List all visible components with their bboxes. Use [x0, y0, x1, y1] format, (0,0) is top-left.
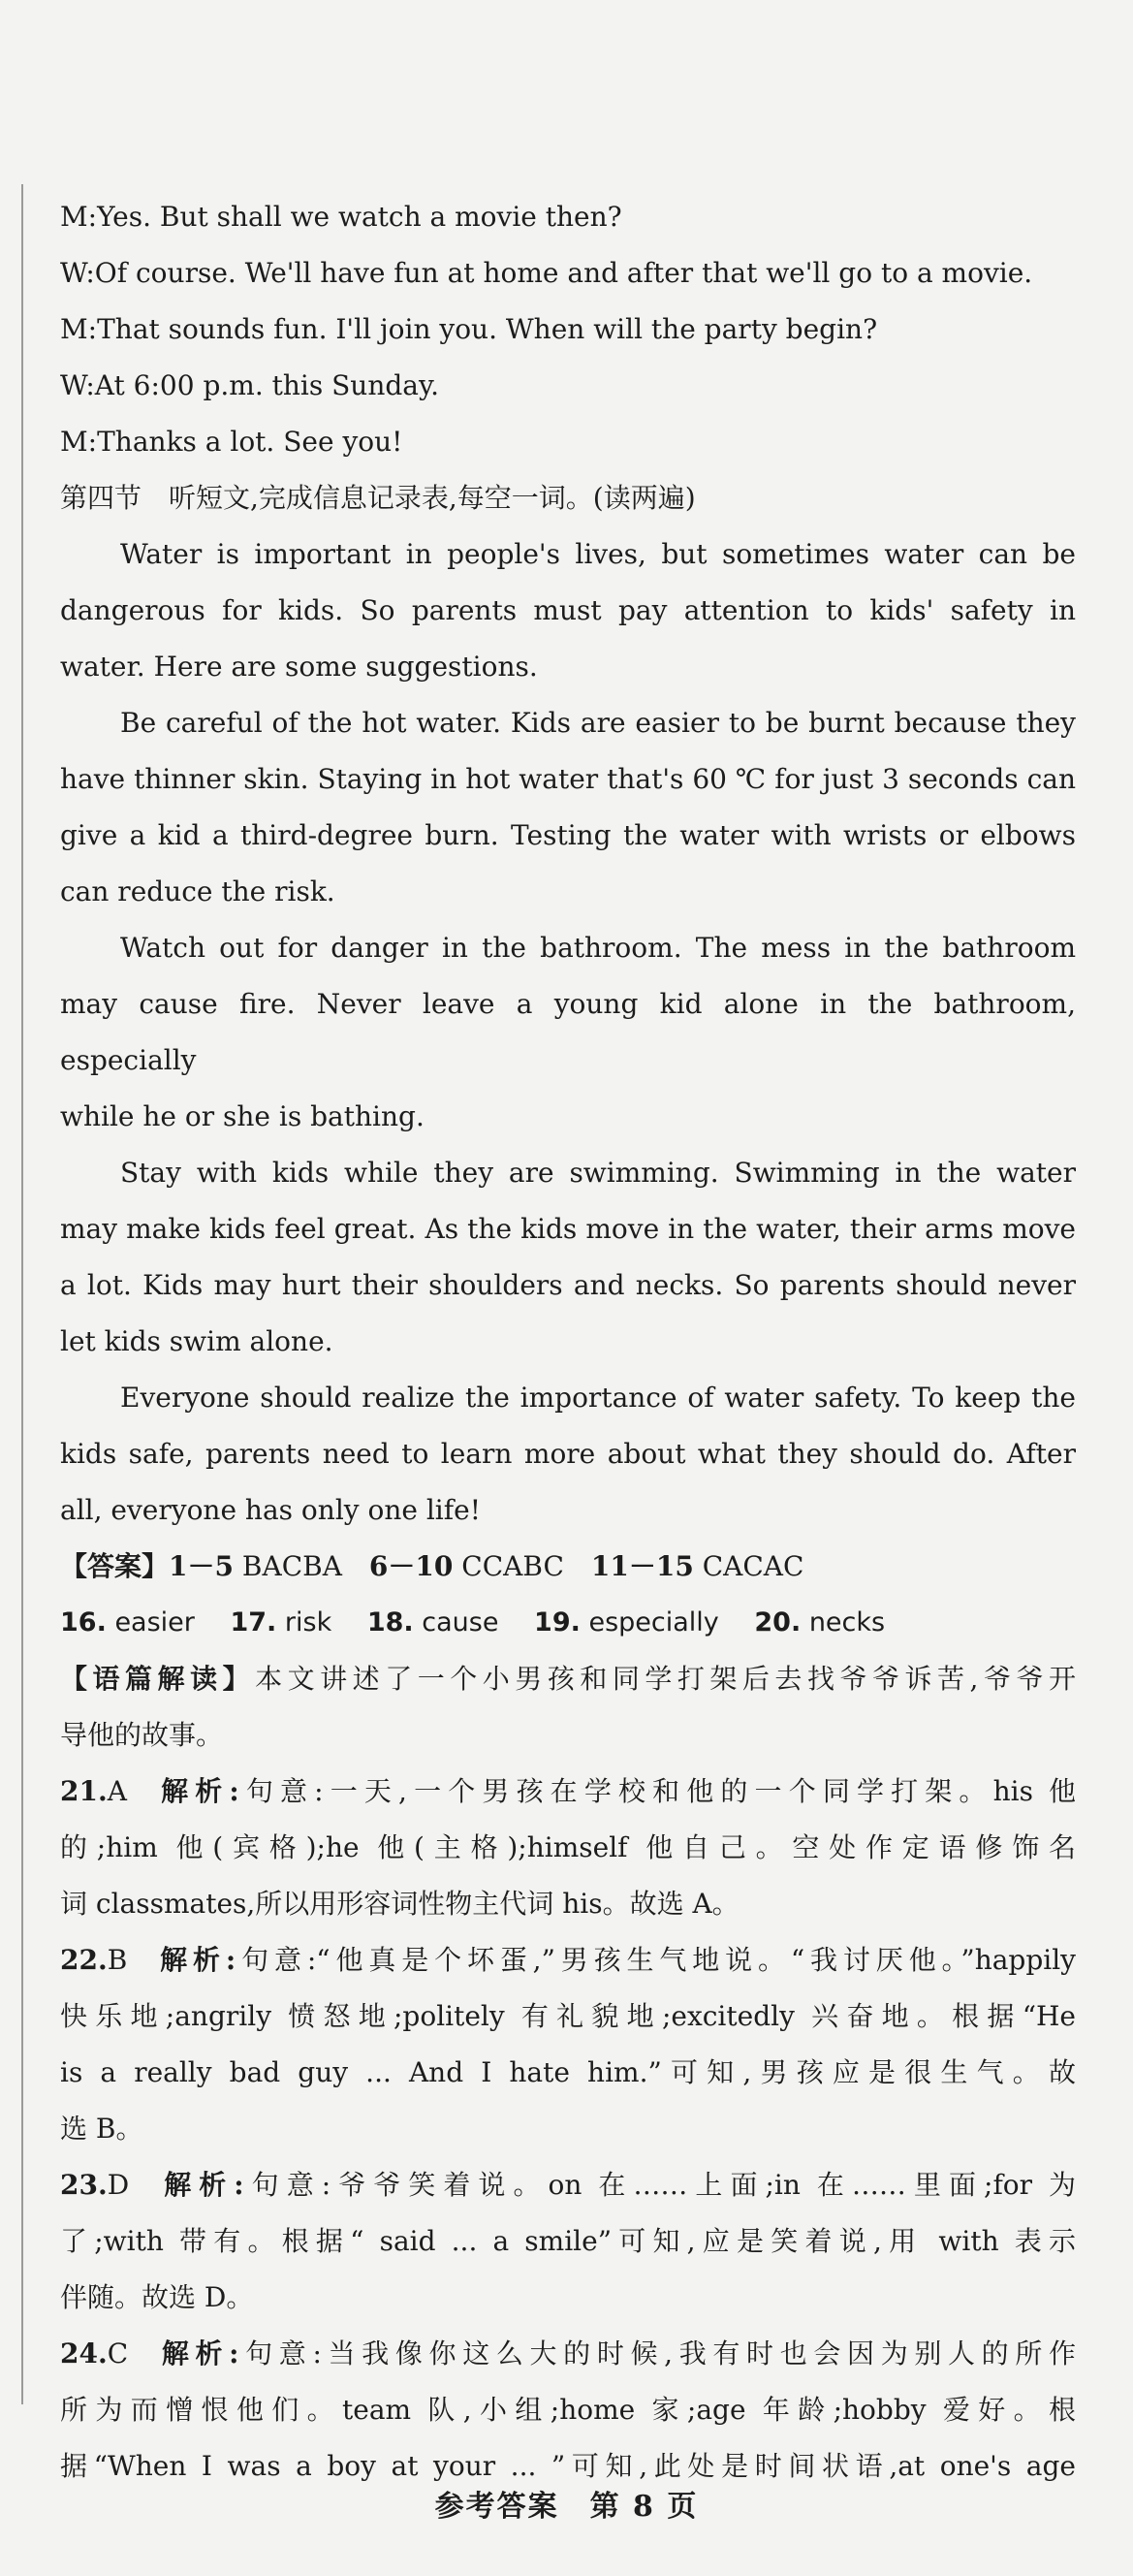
question-answer: D [107, 2169, 130, 2201]
dialogue-line: W:At 6:00 p.m. this Sunday. [60, 369, 439, 401]
passage-line: water. Here are some suggestions. [60, 651, 538, 683]
passage-line: let kids swim alone. [60, 1325, 333, 1357]
question-line: 所为而憎恨他们。team 队,小组;home 家;age 年龄;hobby 爱好。根 [60, 2394, 1076, 2426]
question-line: 伴随。故选 D。 [60, 2281, 254, 2313]
question-number: 23. [60, 2169, 108, 2201]
question-line [60, 2157, 1076, 2213]
question-line [60, 1764, 1076, 1820]
question-number: 22. [60, 1944, 108, 1976]
passage-line: Stay with kids while they are swimming. Swimming in the water [120, 1157, 1076, 1189]
answer-range: 1－5 [169, 1550, 234, 1582]
passage-line: kids safe, parents need to learn more about what they should do. After [60, 1438, 1076, 1470]
fill-word: cause [422, 1607, 499, 1638]
passage-line: can reduce the risk. [60, 875, 335, 907]
analysis-label: 解析: [154, 1944, 236, 1976]
fill-num: 19. [534, 1607, 581, 1638]
analysis-text: 句意:爷爷笑着说。on 在……上面;in 在……里面;for 为 [243, 2169, 1076, 2201]
fill-word: easier [114, 1607, 195, 1638]
fill-word: necks [808, 1607, 886, 1638]
question-answer: C [107, 2337, 129, 2369]
dialogue-line: W:Of course. We'll have fun at home and after that we'll go to a movie. [60, 257, 1033, 289]
fill-num: 16. [60, 1607, 107, 1638]
passage-line: Water is important in people's lives, but sometimes water can be [120, 538, 1076, 570]
answer-label: 【答案】 [60, 1550, 170, 1582]
question-number: 21. [60, 1775, 108, 1807]
fill-num: 18. [366, 1607, 414, 1638]
passage-line: may cause fire. Never leave a young kid alone in the bathroom, especially [60, 988, 1076, 1076]
page-footer: 参考答案 第 8 页 [434, 2490, 699, 2524]
analysis-text: 句意:“他真是个坏蛋,”男孩生气地说。“我讨厌他。”happily [236, 1944, 1076, 1976]
question-line [60, 1932, 1076, 1988]
analysis-label: 解析: [156, 2169, 244, 2201]
fill-num: 17. [230, 1607, 277, 1638]
fill-word: risk [284, 1607, 332, 1638]
reading-note-line: 导他的故事。 [60, 1719, 224, 1751]
analysis-label: 解析: [153, 1775, 239, 1807]
section-heading: 第四节 听短文,完成信息记录表,每空一词。(读两遍) [60, 482, 696, 514]
answer-letters: CCABC [461, 1550, 564, 1582]
passage-line: have thinner skin. Staying in hot water that's 60 ℃ for just 3 seconds can [60, 763, 1076, 795]
analysis-text: 句意:当我像你这么大的时候,我有时也会因为别人的所作 [238, 2337, 1076, 2369]
answer-range: 6－10 [368, 1550, 454, 1582]
fill-answers-row [60, 1595, 1076, 1651]
answer-range: 11－15 [590, 1550, 694, 1582]
question-line: 了;with 带有。根据“ said ... a smile”可知,应是笑着说,用 with 表示 [60, 2225, 1076, 2257]
question-line: 快乐地;angrily 愤怒地;politely 有礼貌地;excitedly 兴奋地。根据“He [60, 2000, 1076, 2032]
question-line: is a really bad guy ... And I hate him.”可知,男孩应是很生气。故 [60, 2056, 1076, 2088]
page-content [60, 189, 1076, 2495]
answer-key-row [60, 1539, 1076, 1595]
answer-letters: BACBA [241, 1550, 342, 1582]
question-answer: B [107, 1944, 128, 1976]
dialogue-line: M:Thanks a lot. See you! [60, 426, 403, 458]
question-line: 词 classmates,所以用形容词性物主代词 his。故选 A。 [60, 1888, 740, 1920]
dialogue-line: M:That sounds fun. I'll join you. When will the party begin? [60, 313, 878, 345]
reading-note-label: 【语篇解读】 [60, 1663, 256, 1695]
passage-line: Watch out for danger in the bathroom. The mess in the bathroom [120, 932, 1076, 964]
passage-line: a lot. Kids may hurt their shoulders and necks. So parents should never [60, 1269, 1076, 1301]
answer-letters: CACAC [702, 1550, 804, 1582]
passage-line: all, everyone has only one life! [60, 1494, 481, 1526]
dialogue-line: M:Yes. But shall we watch a movie then? [60, 201, 622, 233]
question-line: 据“When I was a boy at your ... ”可知,此处是时间状语,at one's age [60, 2450, 1076, 2482]
passage-line: Be careful of the hot water. Kids are easier to be burnt because they [120, 707, 1076, 739]
question-line: 选 B。 [60, 2113, 143, 2145]
passage-line: dangerous for kids. So parents must pay attention to kids' safety in [60, 594, 1076, 626]
left-margin-rule [21, 184, 23, 2404]
question-line [60, 2326, 1076, 2382]
passage-line: may make kids feel great. As the kids move in the water, their arms move [60, 1213, 1076, 1245]
reading-note-line [60, 1651, 1076, 1707]
analysis-label: 解析: [155, 2337, 239, 2369]
fill-word: especially [588, 1607, 719, 1638]
question-number: 24. [60, 2337, 108, 2369]
reading-note-text: 本文讲述了一个小男孩和同学打架后去找爷爷诉苦,爷爷开 [255, 1663, 1076, 1695]
analysis-text: 句意:一天,一个男孩在学校和他的一个同学打架。his 他 [238, 1775, 1076, 1807]
passage-line: Everyone should realize the importance of water safety. To keep the [120, 1382, 1076, 1414]
fill-num: 20. [754, 1607, 802, 1638]
passage-line: give a kid a third-degree burn. Testing the water with wrists or elbows [60, 819, 1076, 851]
passage-line: while he or she is bathing. [60, 1100, 425, 1132]
question-line: 的;him 他(宾格);he 他(主格);himself 他自己。空处作定语修饰名 [60, 1831, 1076, 1863]
question-answer: A [107, 1775, 127, 1807]
